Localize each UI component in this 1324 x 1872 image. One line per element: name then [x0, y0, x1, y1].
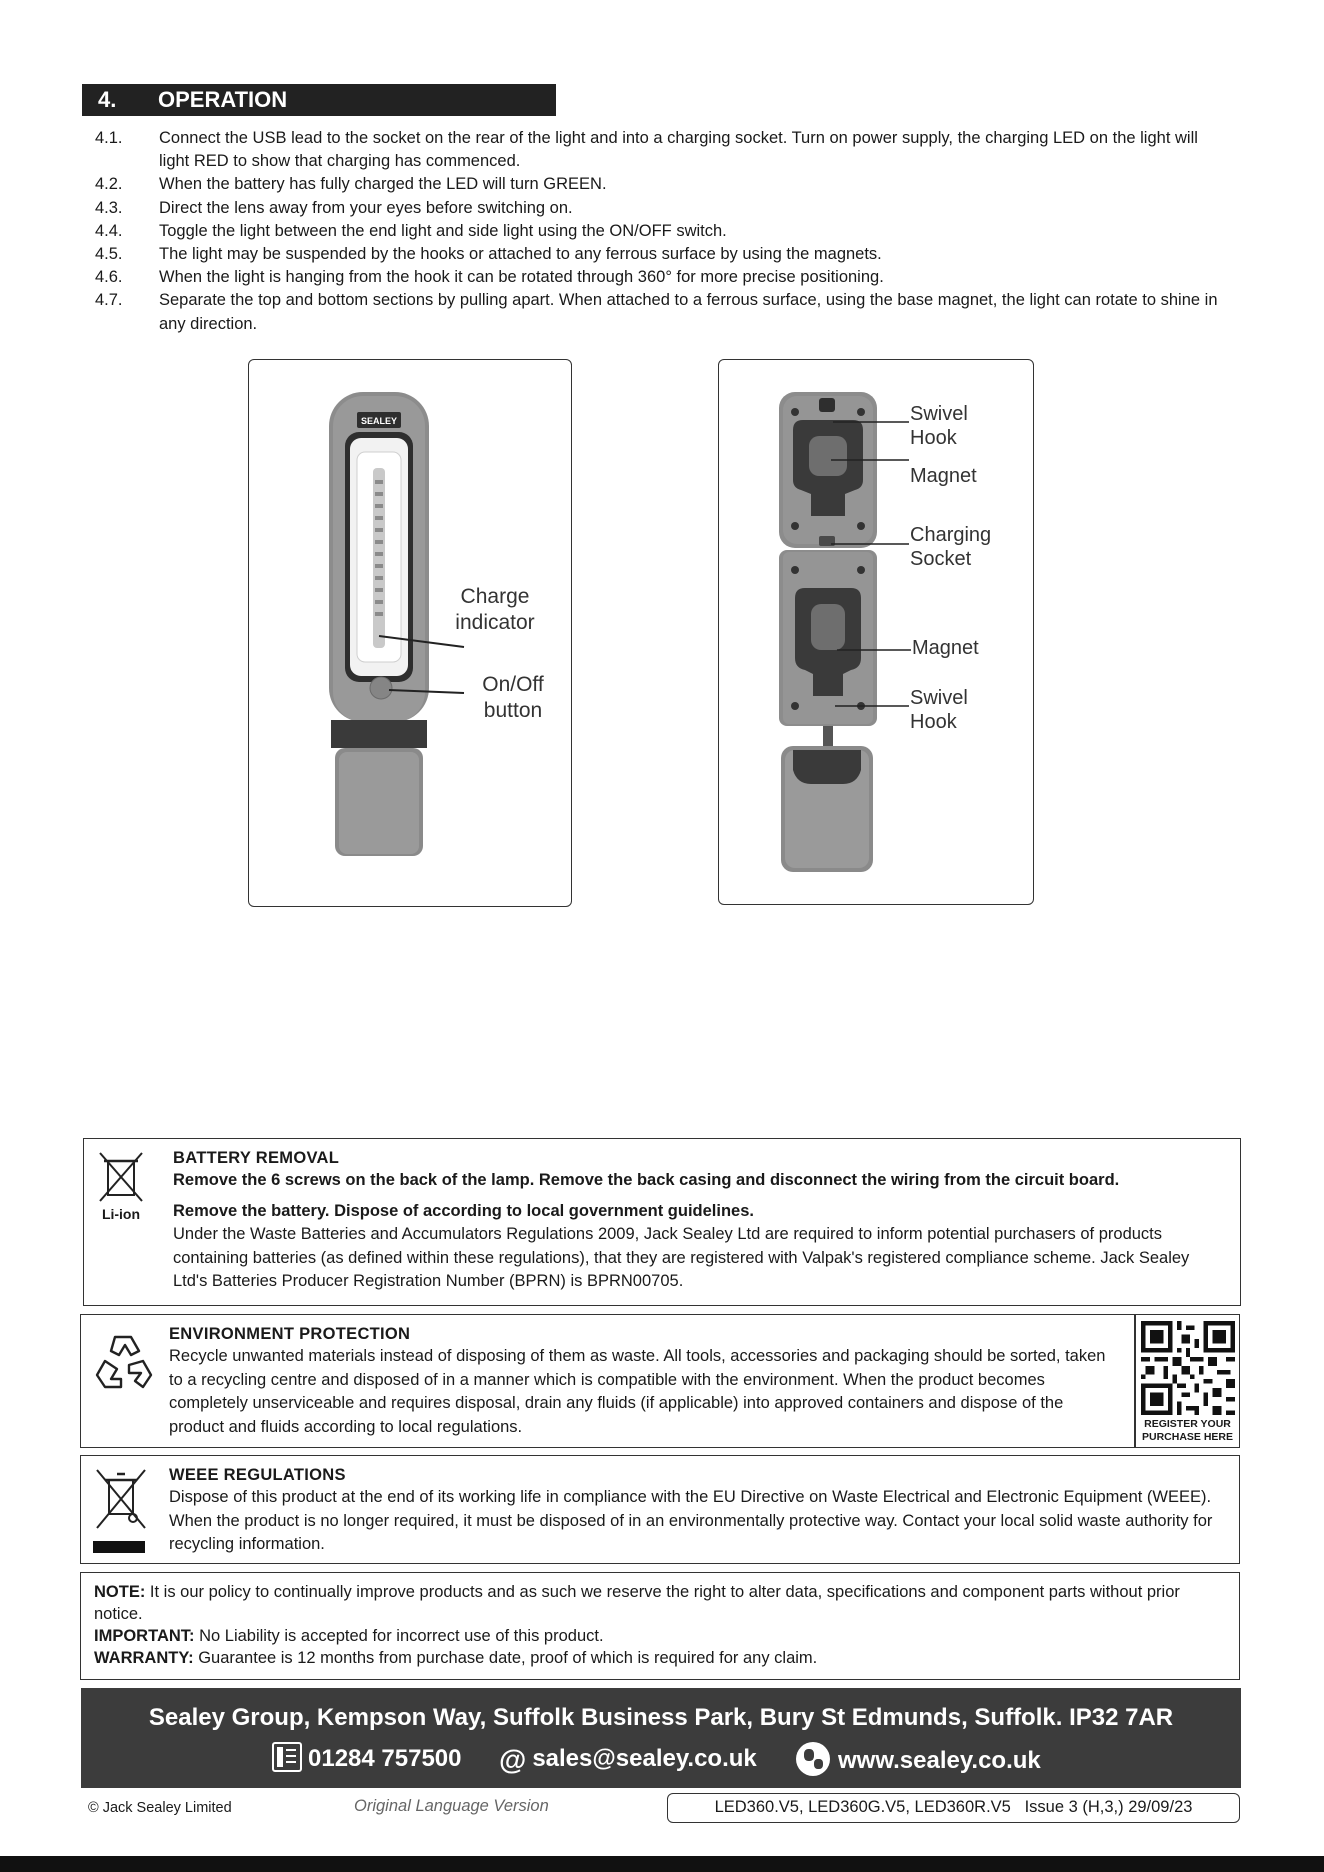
- onoff-button-label: On/Off button: [482, 673, 544, 722]
- important-text: IMPORTANT: No Liability is accepted for incorrect use of this product.: [94, 1627, 604, 1645]
- warranty-text: WARRANTY: Guarantee is 12 months from purchase date, proof of which is required for any claim.: [94, 1649, 818, 1667]
- step-4-7: 4.7. Separate the top and bottom sections by pulling apart. When attached to a ferrous surface, using the base magnet, the light can rotate to shine in any direction.: [95, 291, 1218, 333]
- issue-info: LED360.V5, LED360G.V5, LED360R.V5 Issue 3 (H,3,) 29/09/23: [667, 1793, 1240, 1823]
- email-contact[interactable]: @ sales@sealey.co.uk: [499, 1744, 757, 1775]
- step-4-3: 4.3. Direct the lens away from your eyes before switching on.: [95, 198, 573, 217]
- copyright: © Jack Sealey Limited: [88, 1800, 232, 1816]
- figure-lamp-back: [718, 359, 1034, 905]
- globe-icon: [796, 1742, 830, 1776]
- notes-box: [80, 1572, 1240, 1680]
- phone-icon: [272, 1742, 302, 1772]
- li-ion-label: Li-ion: [101, 1206, 141, 1222]
- battery-disposal-icon: [96, 1151, 146, 1221]
- battery-removal-line2: Remove the battery. Dispose of according to local government guidelines.: [173, 1201, 754, 1220]
- environment-protection-box: [80, 1314, 1135, 1448]
- brand-logo: SEALEY: [360, 416, 398, 426]
- page-bottom-rule: [0, 1856, 1324, 1872]
- weee-bin-icon: [93, 1468, 149, 1550]
- magnet-bottom-label: Magnet: [912, 637, 979, 659]
- swivel-hook-bottom-label: Swivel Hook: [910, 687, 968, 733]
- qr-code-icon: [1141, 1321, 1235, 1415]
- email-icon: @: [499, 1744, 527, 1775]
- company-address: Sealey Group, Kempson Way, Suffolk Business Park, Bury St Edmunds, Suffolk. IP32 7AR: [148, 1704, 1174, 1731]
- language-version: Original Language Version: [354, 1797, 549, 1815]
- magnet-top-label: Magnet: [910, 465, 977, 487]
- environment-title: ENVIRONMENT PROTECTION: [169, 1325, 411, 1343]
- battery-removal-box: [83, 1138, 1241, 1306]
- battery-removal-title: BATTERY REMOVAL: [173, 1149, 340, 1167]
- charging-socket-label: Charging Socket: [910, 524, 992, 570]
- register-purchase-caption: REGISTER YOUR PURCHASE HERE: [1141, 1418, 1233, 1443]
- step-4-5: 4.5. The light may be suspended by the hooks or attached to any ferrous surface by using the magnets.: [95, 245, 882, 264]
- section-title: OPERATION: [158, 87, 288, 112]
- operation-steps: [95, 127, 1225, 336]
- section-number: 4.: [98, 87, 117, 112]
- weee-title: WEEE REGULATIONS: [169, 1466, 346, 1484]
- battery-removal-line1: Remove the 6 screws on the back of the lamp. Remove the back casing and disconnect the wiring from the circuit board.: [173, 1171, 1120, 1189]
- step-4-6: 4.6. When the light is hanging from the hook it can be rotated through 360° for more precise positioning.: [95, 268, 884, 287]
- step-4-1: 4.1. Connect the USB lead to the socket on the rear of the light and into a charging socket. Turn on power supply, the charging LED on the light will light RED to show that charging has commenced.: [95, 129, 1198, 171]
- environment-body: Recycle unwanted materials instead of disposing of them as waste. All tools, accessories and packaging should be sorted, taken to a recycling centre and disposed of in a manner which is compatible with the environment. When the product becomes completely unserviceable and requires disposal, drain any fluids (if applicable) into approved containers and dispose of the product and fluids according to local regulations.: [169, 1347, 1106, 1436]
- phone-contact: 01284 757500: [272, 1742, 462, 1776]
- weee-regulations-box: [80, 1455, 1240, 1564]
- note-text: NOTE: It is our policy to continually improve products and as such we reserve the right to alter data, specifications and component parts without prior notice.: [94, 1583, 1180, 1623]
- battery-removal-body: Under the Waste Batteries and Accumulators Regulations 2009, Jack Sealey Ltd are required to inform potential purchasers of products containing batteries (as defined within these regulations), that they are registered with Valpak's registered compliance scheme. Jack Sealey Ltd's Batteries Producer Registration Number (BPRN) is BPRN00705.: [173, 1225, 1190, 1290]
- weee-body: Dispose of this product at the end of its working life in compliance with the EU Directive on Waste Electrical and Electronic Equipment (WEEE). When the product is no longer required, it must be disposed of in an environmentally protective way. Contact your local solid waste authority for recycling information.: [169, 1488, 1213, 1553]
- lamp-back-illustration: [719, 360, 1033, 904]
- recycle-icon: [93, 1329, 155, 1391]
- swivel-hook-top-label: Swivel Hook: [910, 403, 968, 449]
- contact-footer: [81, 1688, 1241, 1788]
- figure-lamp-front: [248, 359, 572, 907]
- section-header: [82, 84, 556, 116]
- step-4-4: 4.4. Toggle the light between the end light and side light using the ON/OFF switch.: [95, 221, 727, 240]
- charge-indicator-label: Charge indicator: [455, 585, 535, 634]
- website-contact[interactable]: www.sealey.co.uk: [796, 1742, 1041, 1778]
- step-4-2: 4.2. When the battery has fully charged the LED will turn GREEN.: [95, 175, 607, 194]
- register-purchase-box: [1135, 1314, 1240, 1448]
